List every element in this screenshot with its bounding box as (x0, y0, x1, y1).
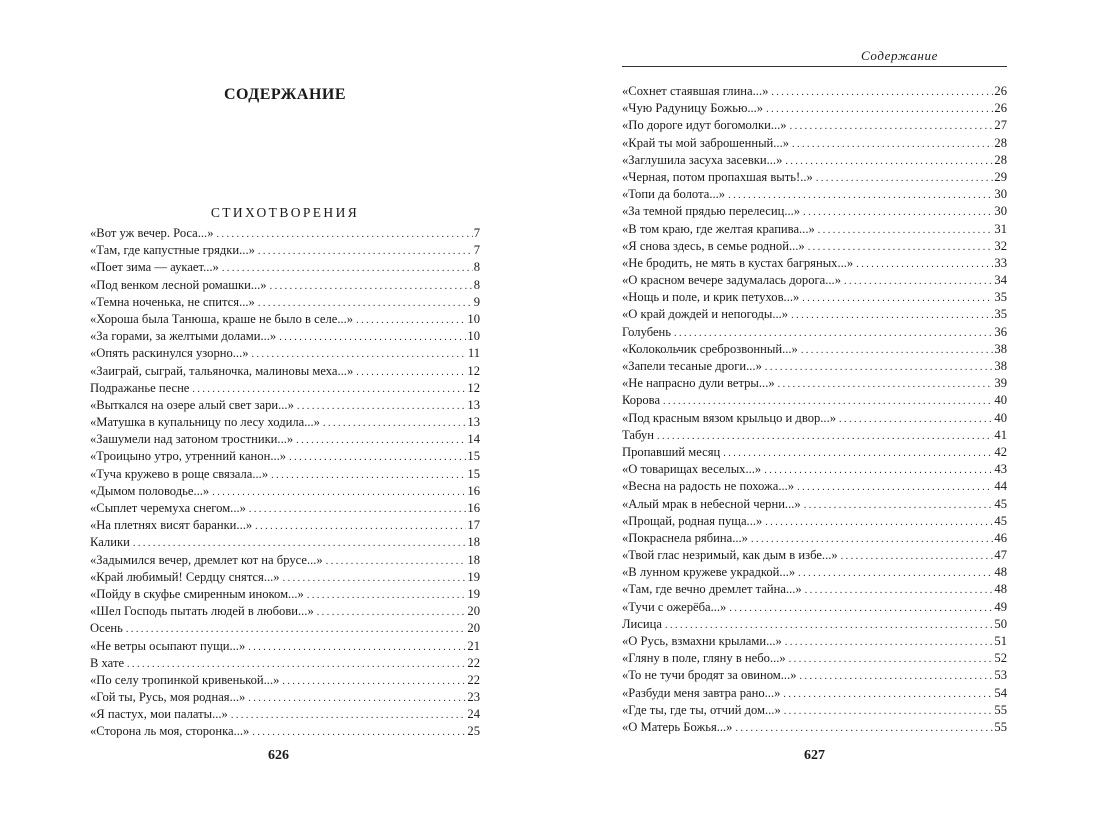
toc-entry (90, 655, 480, 672)
toc-entry (90, 552, 480, 569)
toc-dot-leader (856, 256, 993, 273)
toc-dot-leader (217, 226, 473, 243)
toc-entry-page: 22 (467, 672, 480, 687)
toc-entry-title: Табун (622, 427, 654, 442)
toc-entry (90, 483, 480, 500)
toc-entry (90, 242, 480, 259)
toc-entry-page: 19 (467, 586, 480, 601)
toc-entry (622, 358, 1007, 375)
toc-entry-title: «Сыплет черемуха снегом...» (90, 501, 246, 515)
toc-entry-title: Голубень (622, 324, 672, 339)
toc-entry-page: 26 (994, 84, 1007, 98)
toc-entry-title: «Троицыно утро, утренний канон...» (90, 449, 287, 464)
toc-dot-leader (326, 553, 467, 570)
toc-dot-leader (258, 243, 473, 260)
toc-entry (622, 410, 1007, 427)
toc-dot-leader (751, 531, 993, 548)
toc-entry-title: Лисица (622, 616, 662, 631)
toc-dot-leader (728, 187, 993, 204)
toc-entry-page: 36 (994, 324, 1007, 339)
toc-entry-page: 16 (467, 483, 480, 498)
toc-entry-page: 46 (994, 530, 1007, 545)
toc-entry (622, 702, 1007, 719)
toc-entry (622, 221, 1007, 238)
toc-dot-leader (765, 359, 994, 376)
toc-dot-leader (792, 136, 993, 153)
toc-entry-page: 43 (994, 462, 1007, 477)
toc-entry (90, 603, 480, 620)
toc-dot-leader (283, 570, 467, 587)
toc-entry (90, 414, 480, 431)
toc-entry (622, 599, 1007, 616)
toc-entry-title: «Выткался на озере алый свет зари...» (90, 397, 294, 412)
toc-entry-title: «Сторона ль моя, сторонка...» (90, 724, 250, 739)
toc-entry-title: В хате (90, 655, 125, 670)
toc-entry-page: 15 (467, 449, 480, 464)
toc-entry-title: «О край дождей и непогоды...» (622, 307, 789, 322)
toc-entry (90, 259, 480, 276)
toc-dot-leader (802, 290, 993, 307)
toc-entry-title: «Черная, потом пропахшая выть!..» (622, 169, 813, 184)
toc-dot-leader (791, 307, 993, 324)
toc-entry (90, 500, 480, 517)
toc-entry-page: 10 (467, 329, 480, 344)
toc-entry (90, 363, 480, 380)
toc-entry (622, 444, 1007, 461)
toc-entry-page: 27 (994, 118, 1007, 133)
toc-entry-page: 28 (994, 152, 1007, 167)
toc-entry-page: 18 (467, 535, 480, 550)
section-title-poems: СТИХОТВОРЕНИЯ (210, 205, 360, 220)
toc-dot-leader (231, 707, 467, 724)
toc-dot-leader (307, 587, 467, 604)
toc-dot-leader (665, 617, 993, 634)
toc-entry (622, 392, 1007, 409)
toc-entry-title: «О Матерь Божья...» (622, 719, 733, 734)
toc-entry-title: «Пойду в скуфье смиренным иноком...» (90, 586, 304, 601)
toc-dot-leader (279, 329, 466, 346)
toc-dot-leader (296, 432, 466, 449)
toc-entry-page: 16 (467, 501, 480, 515)
toc-list-left (90, 225, 480, 741)
toc-entry-page: 35 (994, 307, 1007, 322)
toc-entry-title: «Туча кружево в роще связала...» (90, 466, 269, 481)
toc-entry (622, 135, 1007, 152)
toc-dot-leader (816, 170, 994, 187)
toc-entry-title: «Темна ноченька, не спится...» (90, 294, 255, 309)
toc-entry-page: 51 (994, 634, 1007, 648)
toc-entry-title: «Дымом половодье...» (90, 483, 210, 498)
toc-entry-title: Осень (90, 621, 123, 636)
toc-entry (622, 289, 1007, 306)
toc-entry-title: «Алый мрак в небесной черни...» (622, 496, 801, 511)
toc-dot-leader (252, 724, 466, 741)
toc-dot-leader (766, 101, 993, 118)
toc-entry (622, 530, 1007, 547)
toc-entry-title: «Хороша была Танюша, краше не было в селе...» (90, 311, 354, 326)
toc-entry (622, 633, 1007, 650)
toc-entry (90, 517, 480, 534)
toc-dot-leader (785, 634, 994, 651)
toc-entry-page: 25 (467, 724, 480, 739)
toc-dot-leader (803, 204, 993, 221)
toc-entry-title: «Зашумели над затоном тростники...» (90, 432, 294, 447)
running-head: Содержание (861, 48, 938, 63)
toc-entry-title: «Гляну в поле, гляну в небо...» (622, 651, 786, 666)
toc-entry-title: «Не напрасно дули ветры...» (622, 376, 775, 391)
toc-entry (622, 169, 1007, 186)
toc-entry-page: 29 (994, 169, 1007, 184)
toc-entry-page: 10 (467, 311, 480, 326)
toc-entry-page: 45 (994, 496, 1007, 511)
toc-entry (622, 461, 1007, 478)
toc-entry-page: 20 (467, 621, 480, 636)
toc-entry-page: 28 (994, 135, 1007, 150)
toc-entry-page: 17 (467, 518, 480, 533)
toc-dot-leader (674, 325, 993, 342)
toc-entry (90, 345, 480, 362)
toc-entry-page: 31 (994, 221, 1007, 236)
toc-entry (90, 311, 480, 328)
toc-dot-leader (356, 364, 466, 381)
toc-entry-page: 41 (994, 427, 1007, 442)
toc-entry (90, 569, 480, 586)
toc-dot-leader (271, 467, 466, 484)
toc-dot-leader (192, 381, 466, 398)
toc-dot-leader (841, 548, 994, 565)
toc-dot-leader (790, 118, 994, 135)
toc-dot-leader (249, 501, 466, 518)
toc-dot-leader (797, 479, 993, 496)
toc-entry (90, 225, 480, 242)
toc-entry-page: 30 (994, 204, 1007, 219)
toc-entry (90, 689, 480, 706)
toc-entry-page: 21 (467, 638, 480, 653)
toc-entry-page: 55 (994, 702, 1007, 717)
toc-entry-title: «Топи да болота...» (622, 187, 726, 202)
toc-entry-page: 49 (994, 599, 1007, 614)
toc-entry (90, 294, 480, 311)
toc-entry (90, 466, 480, 483)
toc-entry-title: «По дороге идут богомолки...» (622, 118, 787, 133)
toc-dot-leader (804, 497, 994, 514)
toc-entry-page: 55 (994, 719, 1007, 734)
toc-list-right (622, 83, 1007, 736)
toc-entry (622, 667, 1007, 684)
toc-dot-leader (800, 668, 994, 685)
toc-entry-title: «Запели тесаные дроги...» (622, 359, 762, 373)
toc-dot-leader (808, 239, 994, 256)
toc-entry-title: «Опять раскинулся узорно...» (90, 346, 249, 361)
toc-entry-page: 7 (473, 226, 480, 240)
toc-entry-title: «Заиграй, сыграй, тальяночка, малиновы меха...» (90, 363, 354, 378)
toc-entry-page: 50 (994, 616, 1007, 631)
toc-entry-page: 20 (467, 604, 480, 619)
toc-dot-leader (323, 415, 466, 432)
toc-entry (622, 272, 1007, 289)
toc-entry-page: 40 (994, 393, 1007, 408)
toc-dot-leader (789, 651, 994, 668)
toc-entry-page: 48 (994, 582, 1007, 597)
toc-entry (90, 277, 480, 294)
toc-entry-page: 34 (994, 273, 1007, 288)
toc-entry (90, 638, 480, 655)
toc-entry-page: 35 (994, 290, 1007, 305)
toc-dot-leader (297, 398, 467, 415)
toc-entry-page: 18 (467, 552, 480, 567)
toc-dot-leader (765, 514, 993, 531)
running-head-rule (622, 66, 1007, 67)
toc-entry (622, 616, 1007, 633)
toc-entry-page: 52 (994, 651, 1007, 666)
toc-entry-title: «Заглушила засуха засевки...» (622, 152, 783, 167)
toc-entry (90, 534, 480, 551)
contents-title: СОДЕРЖАНИЕ (223, 86, 347, 103)
toc-entry-page: 26 (994, 101, 1007, 116)
toc-entry (622, 341, 1007, 358)
toc-dot-leader (764, 462, 993, 479)
toc-entry-title: «На плетнях висят баранки...» (90, 518, 253, 533)
toc-dot-leader (785, 153, 993, 170)
toc-entry-title: «Шел Господь пытать людей в любови...» (90, 604, 314, 619)
toc-entry-title: «Чую Радуницу Божью...» (622, 101, 764, 116)
toc-entry-title: «Матушка в купальницу по лесу ходила...» (90, 415, 320, 430)
toc-entry-page: 38 (994, 359, 1007, 373)
toc-entry-title: «Нощь и поле, и крик петухов...» (622, 290, 800, 305)
toc-entry (622, 427, 1007, 444)
toc-entry (90, 586, 480, 603)
toc-dot-leader (248, 690, 466, 707)
toc-entry-title: «Под венком лесной ромашки...» (90, 277, 267, 292)
toc-entry-page: 8 (473, 260, 480, 275)
toc-entry (90, 706, 480, 723)
toc-dot-leader (282, 673, 466, 690)
toc-dot-leader (212, 484, 466, 501)
toc-dot-leader (252, 346, 467, 363)
toc-entry-title: «Покраснела рябина...» (622, 530, 748, 545)
toc-entry-page: 12 (467, 363, 480, 378)
toc-entry-title: Пропавший месяц (622, 444, 721, 459)
toc-entry (622, 650, 1007, 667)
toc-entry (622, 117, 1007, 134)
toc-entry-title: «В лунном кружеве украдкой...» (622, 565, 796, 580)
toc-entry-title: «За горами, за желтыми долами...» (90, 329, 277, 344)
toc-entry-page: 12 (467, 380, 480, 395)
toc-entry-title: «Тучи с ожерёба...» (622, 599, 727, 614)
toc-entry-title: «Твой глас незримый, как дым в избе...» (622, 548, 838, 563)
toc-entry-page: 48 (994, 565, 1007, 580)
toc-entry-page: 53 (994, 668, 1007, 683)
toc-entry (622, 478, 1007, 495)
toc-entry (622, 238, 1007, 255)
toc-entry-page: 23 (467, 690, 480, 705)
toc-dot-leader (771, 84, 993, 101)
toc-entry (622, 186, 1007, 203)
toc-entry-page: 38 (994, 341, 1007, 356)
page-number-left: 626 (268, 748, 289, 763)
toc-entry (90, 723, 480, 740)
toc-entry-page: 13 (467, 397, 480, 412)
toc-entry (622, 306, 1007, 323)
toc-entry (622, 255, 1007, 272)
toc-entry-page: 11 (467, 346, 480, 361)
toc-dot-leader (798, 565, 993, 582)
toc-entry-title: «Разбуди меня завтра рано...» (622, 685, 781, 700)
toc-entry (90, 448, 480, 465)
toc-entry (90, 620, 480, 637)
toc-dot-leader (126, 621, 466, 638)
toc-entry-title: «Край ты мой заброшенный...» (622, 135, 790, 150)
toc-dot-leader (663, 393, 993, 410)
toc-dot-leader (839, 411, 993, 428)
toc-entry-title: «Прощай, родная пуща...» (622, 513, 763, 528)
toc-entry (622, 152, 1007, 169)
toc-entry-title: «Весна на радость не похожа...» (622, 479, 795, 494)
toc-dot-leader (723, 445, 993, 462)
toc-entry (90, 672, 480, 689)
toc-entry (622, 324, 1007, 341)
toc-entry-page: 13 (467, 415, 480, 430)
toc-entry (622, 685, 1007, 702)
toc-dot-leader (255, 518, 466, 535)
toc-entry-page: 14 (467, 432, 480, 447)
toc-dot-leader (222, 260, 473, 277)
toc-dot-leader (844, 273, 993, 290)
toc-entry-title: «О красном вечере задумалась дорога...» (622, 273, 841, 288)
toc-entry-page: 40 (994, 410, 1007, 425)
toc-entry-title: «Под красным вязом крыльцо и двор...» (622, 410, 837, 425)
toc-entry-title: «Колокольчик среброзвонный...» (622, 341, 798, 356)
toc-entry-title: Корова (622, 393, 661, 408)
toc-entry-page: 45 (994, 513, 1007, 528)
toc-entry-title: «Не ветры осыпают пущи...» (90, 638, 246, 653)
toc-entry-page: 19 (467, 569, 480, 584)
toc-entry (622, 375, 1007, 392)
toc-dot-leader (801, 342, 994, 359)
toc-entry-title: «Задымился вечер, дремлет кот на брусе...» (90, 552, 323, 567)
toc-dot-leader (784, 703, 994, 720)
toc-entry (622, 100, 1007, 117)
toc-entry-page: 39 (994, 376, 1007, 391)
toc-entry-title: «Я снова здесь, в семье родной...» (622, 238, 805, 253)
toc-entry (90, 328, 480, 345)
toc-entry-page: 32 (994, 238, 1007, 253)
toc-entry-page: 47 (994, 548, 1007, 563)
toc-entry-title: «Я пастух, мои палаты...» (90, 707, 228, 722)
right-page (550, 0, 1100, 839)
toc-entry-title: «О Русь, взмахни крылами...» (622, 634, 782, 648)
toc-dot-leader (729, 600, 993, 617)
toc-entry-title: «Там, где вечно дремлет тайна...» (622, 582, 802, 597)
toc-entry-title: «В том краю, где желтая крапива...» (622, 221, 815, 236)
toc-entry-title: «То не тучи бродят за овином...» (622, 668, 797, 683)
toc-dot-leader (735, 720, 993, 737)
toc-dot-leader (657, 428, 993, 445)
toc-entry-title: «Вот уж вечер. Роса...» (90, 226, 214, 240)
toc-entry-page: 22 (467, 655, 480, 670)
toc-entry-title: «Сохнет стаявшая глина...» (622, 84, 769, 98)
toc-entry-title: «Там, где капустные грядки...» (90, 243, 255, 258)
toc-entry-title: «За темной прядью перелесиц...» (622, 204, 801, 219)
toc-entry-page: 44 (994, 479, 1007, 494)
toc-entry (622, 203, 1007, 220)
toc-entry (622, 547, 1007, 564)
toc-entry-page: 33 (994, 255, 1007, 270)
toc-entry (622, 83, 1007, 100)
toc-entry-page: 7 (473, 243, 480, 258)
toc-entry (622, 496, 1007, 513)
toc-entry-title: «Край любимый! Сердцу снятся...» (90, 569, 280, 584)
toc-entry-page: 54 (994, 685, 1007, 700)
toc-dot-leader (317, 604, 467, 621)
toc-entry-page: 24 (467, 707, 480, 722)
toc-dot-leader (356, 312, 466, 329)
toc-dot-leader (133, 535, 467, 552)
toc-entry (90, 431, 480, 448)
toc-entry (622, 564, 1007, 581)
toc-entry-title: «Где ты, где ты, отчий дом...» (622, 702, 781, 717)
toc-dot-leader (805, 582, 994, 599)
toc-dot-leader (270, 278, 473, 295)
toc-entry-page: 8 (473, 277, 480, 292)
toc-entry (90, 397, 480, 414)
toc-dot-leader (248, 639, 466, 656)
page-number-right: 627 (804, 748, 825, 763)
toc-dot-leader (818, 222, 994, 239)
toc-entry (622, 581, 1007, 598)
toc-entry-title: Калики (90, 535, 130, 550)
toc-entry-title: «О товарищах веселых...» (622, 462, 762, 477)
toc-entry-title: «Не бродить, не мять в кустах багряных...» (622, 255, 854, 270)
toc-entry (622, 719, 1007, 736)
toc-dot-leader (258, 295, 473, 312)
toc-entry-title: «Поет зима — аукает...» (90, 260, 219, 275)
toc-entry-title: «По селу тропинкой кривенькой...» (90, 672, 280, 687)
toc-entry-title: «Гой ты, Русь, моя родная...» (90, 690, 246, 705)
toc-entry-page: 9 (473, 294, 480, 309)
toc-entry-page: 42 (994, 444, 1007, 459)
toc-dot-leader (127, 656, 466, 673)
toc-dot-leader (783, 686, 993, 703)
toc-entry (622, 513, 1007, 530)
toc-entry-page: 30 (994, 187, 1007, 202)
toc-dot-leader (778, 376, 994, 393)
toc-entry (90, 380, 480, 397)
toc-entry-page: 15 (467, 466, 480, 481)
toc-entry-title: Подражанье песне (90, 380, 190, 395)
toc-dot-leader (289, 449, 466, 466)
